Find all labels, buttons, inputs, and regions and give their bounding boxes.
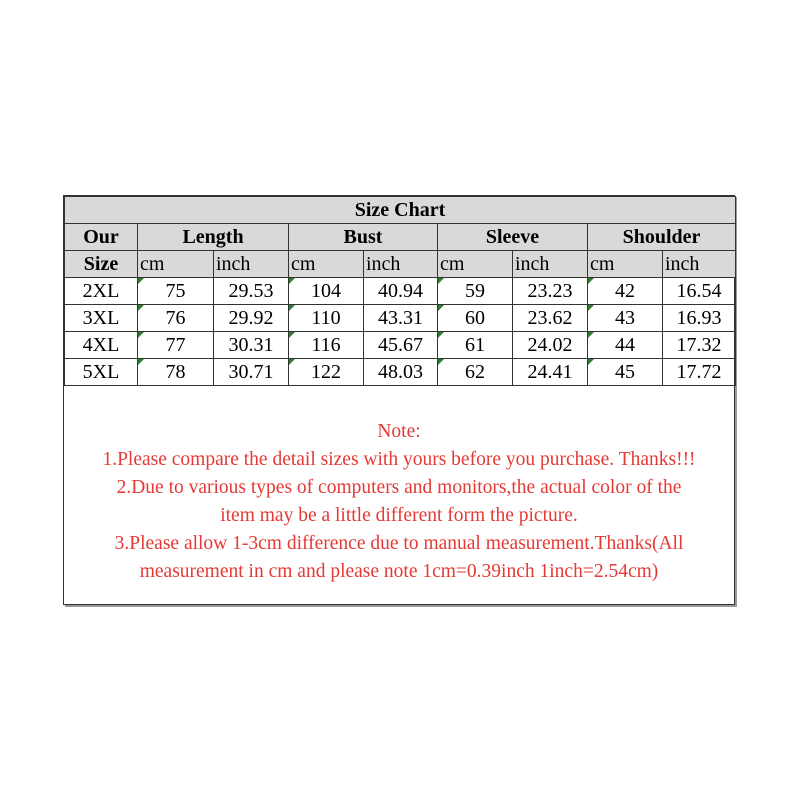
table-row [65, 305, 736, 332]
size-label: Size [65, 251, 138, 278]
table-row [65, 359, 736, 386]
bust-inch-value: 43.31 [364, 305, 438, 332]
unit-label: inch [364, 251, 438, 278]
bust-inch-value: 48.03 [364, 359, 438, 386]
sleeve-cm-value: 60 [438, 305, 513, 332]
chart-title: Size Chart [65, 197, 736, 224]
length-header: Length [138, 224, 289, 251]
our-label: Our [65, 224, 138, 251]
sleeve-inch-value: 23.23 [513, 278, 588, 305]
shoulder-inch-value: 17.32 [663, 332, 736, 359]
bust-cm-value: 104 [289, 278, 364, 305]
shoulder-cm-value: 44 [588, 332, 663, 359]
length-cm-value: 75 [138, 278, 214, 305]
unit-label: cm [588, 251, 663, 278]
shoulder-cm-value: 45 [588, 359, 663, 386]
unit-label: inch [663, 251, 736, 278]
sleeve-inch-value: 24.41 [513, 359, 588, 386]
size-table [64, 196, 736, 386]
sleeve-cm-value: 59 [438, 278, 513, 305]
note-line: item may be a little different form the picture. [220, 505, 578, 526]
length-inch-value: 29.92 [214, 305, 289, 332]
length-inch-value: 30.71 [214, 359, 289, 386]
note-line: measurement in cm and please note 1cm=0.39inch 1inch=2.54cm) [139, 561, 659, 582]
length-cm-value: 78 [138, 359, 214, 386]
sleeve-cm-value: 61 [438, 332, 513, 359]
note-block [64, 418, 734, 586]
sleeve-cm-value: 62 [438, 359, 513, 386]
size-value: 5XL [65, 359, 138, 386]
shoulder-inch-value: 17.72 [663, 359, 736, 386]
unit-header-row [65, 251, 736, 278]
unit-label: cm [289, 251, 364, 278]
bust-inch-value: 45.67 [364, 332, 438, 359]
note-line: 3.Please allow 1-3cm difference due to manual measurement.Thanks(All [114, 533, 684, 554]
bust-header: Bust [289, 224, 438, 251]
size-value: 2XL [65, 278, 138, 305]
unit-label: inch [513, 251, 588, 278]
length-cm-value: 76 [138, 305, 214, 332]
shoulder-inch-value: 16.93 [663, 305, 736, 332]
shoulder-cm-value: 42 [588, 278, 663, 305]
note-line: 1.Please compare the detail sizes with yours before you purchase. Thanks!!! [102, 449, 696, 470]
bust-cm-value: 122 [289, 359, 364, 386]
length-cm-value: 77 [138, 332, 214, 359]
shoulder-cm-value: 43 [588, 305, 663, 332]
sleeve-inch-value: 24.02 [513, 332, 588, 359]
sleeve-header: Sleeve [438, 224, 588, 251]
group-header-row [65, 224, 736, 251]
sleeve-inch-value: 23.62 [513, 305, 588, 332]
bust-inch-value: 40.94 [364, 278, 438, 305]
table-row [65, 278, 736, 305]
size-value: 3XL [65, 305, 138, 332]
bust-cm-value: 110 [289, 305, 364, 332]
unit-label: inch [214, 251, 289, 278]
size-value: 4XL [65, 332, 138, 359]
shoulder-header: Shoulder [588, 224, 736, 251]
bust-cm-value: 116 [289, 332, 364, 359]
note-heading: Note: [377, 421, 421, 442]
table-row [65, 332, 736, 359]
shoulder-inch-value: 16.54 [663, 278, 736, 305]
unit-label: cm [138, 251, 214, 278]
unit-label: cm [438, 251, 513, 278]
size-chart [63, 195, 735, 605]
length-inch-value: 30.31 [214, 332, 289, 359]
title-row [65, 197, 736, 224]
length-inch-value: 29.53 [214, 278, 289, 305]
note-line: 2.Due to various types of computers and monitors,the actual color of the [116, 477, 682, 498]
